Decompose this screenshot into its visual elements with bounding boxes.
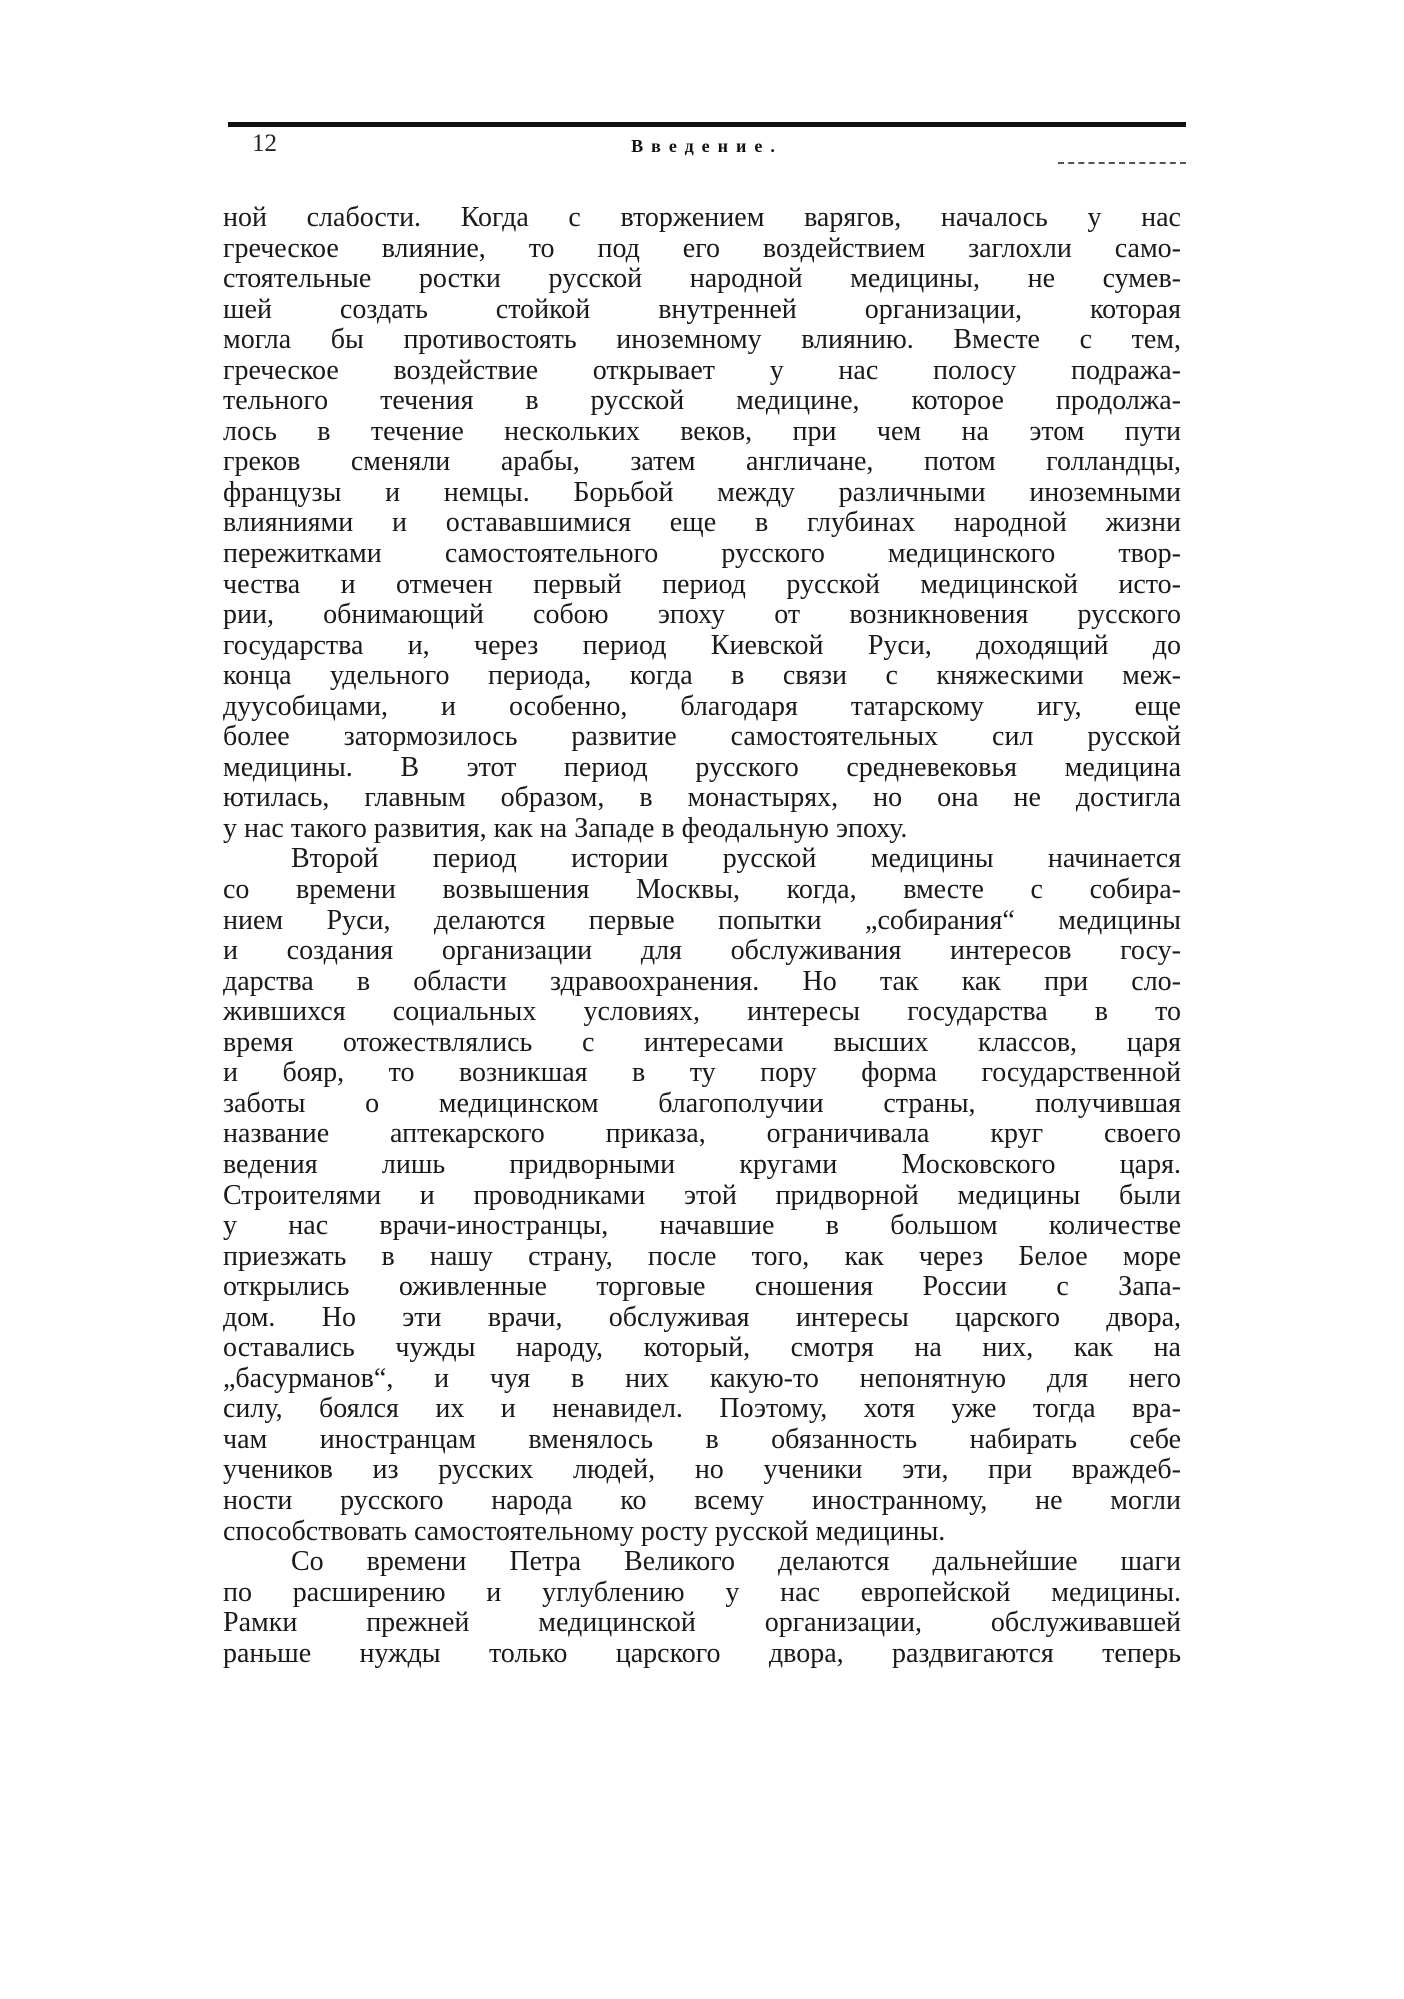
text-line: способствовать самостоятельному росту русской медицины. [223, 1515, 946, 1547]
text-line: название аптекарского приказа, ограничивала круг своего [223, 1118, 1181, 1150]
text-line: ной слабости. Когда с вторжением варягов, началось у нас [223, 202, 1181, 233]
text-line: по расширению и углублению у нас европейской медицины. [223, 1576, 1181, 1608]
text-line: могла бы противостоять иноземному влиянию. Вместе с тем, [223, 324, 1181, 356]
text-line: стоятельные ростки русской народной медицины, не сумев- [223, 263, 1181, 295]
running-title: Введение. [631, 136, 783, 156]
text-line: открылись оживленные торговые сношения России с Запа- [223, 1271, 1181, 1303]
text-line: Рамки прежней медицинской организации, обслуживавшей [223, 1607, 1181, 1639]
page-header [228, 128, 1186, 164]
header-rule [228, 122, 1186, 127]
text-line: более затормозилось развитие самостоятельных сил русской [223, 721, 1181, 753]
text-line: чества и отмечен первый период русской медицинской исто- [223, 568, 1181, 600]
text-line: дарства в области здравоохранения. Но так как при сло- [223, 965, 1181, 997]
text-line: греков сменяли арабы, затем англичане, потом голландцы, [223, 446, 1181, 478]
text-line: медицины. В этот период русского средневековья медицина [223, 751, 1181, 783]
text-line: греческое влияние, то под его воздействием заглохли само- [223, 232, 1181, 264]
header-dash-rule [1058, 162, 1186, 164]
text-line: Со времени Петра Великого делаются дальнейшие шаги [291, 1546, 1181, 1578]
text-line: лось в течение нескольких веков, при чем на этом пути [223, 415, 1181, 447]
text-line: пережитками самостоятельного русского медицинского твор- [223, 538, 1181, 570]
page-number: 12 [252, 130, 277, 157]
text-line: Строителями и проводниками этой придворной медицины были [223, 1179, 1181, 1211]
text-line: и создания организации для обслуживания интересов госу- [223, 935, 1181, 967]
text-line: у нас такого развития, как на Западе в феодальную эпоху. [223, 812, 908, 844]
text-line: и бояр, то возникшая в ту пору форма государственной [223, 1057, 1181, 1089]
text-line: рии, обнимающий собою эпоху от возникновения русского [223, 599, 1181, 631]
text-line: влияниями и остававшимися еще в глубинах народной жизни [223, 507, 1181, 539]
text-line: чам иностранцам вменялось в обязанность набирать себе [223, 1423, 1181, 1455]
text-line: у нас врачи-иностранцы, начавшие в большом количестве [223, 1210, 1181, 1242]
text-line: приезжать в нашу страну, после того, как через Белое море [223, 1240, 1181, 1272]
text-line: французы и немцы. Борьбой между различными иноземными [223, 476, 1181, 508]
text-line: государства и, через период Киевской Руси, доходящий до [223, 629, 1181, 661]
text-line: время отожествлялись с интересами высших классов, царя [223, 1026, 1181, 1058]
text-line: заботы о медицинском благополучии страны, получившая [223, 1087, 1181, 1119]
text-line: нием Руси, делаются первые попытки „собирания“ медицины [223, 904, 1181, 936]
text-line: конца удельного периода, когда в связи с княжескими меж- [223, 660, 1181, 692]
text-line: ведения лишь придворными кругами Московского царя. [223, 1148, 1181, 1180]
text-line: шей создать стойкой внутренней организации, которая [223, 293, 1181, 325]
body-text [223, 203, 1181, 1669]
text-line: ности русского народа ко всему иностранному, не могли [223, 1484, 1181, 1516]
text-line: дом. Но эти врачи, обслуживая интересы царского двора, [223, 1301, 1181, 1333]
text-line: ютилась, главным образом, в монастырях, но она не достигла [223, 782, 1181, 814]
text-line: тельного течения в русской медицине, которое продолжа- [223, 385, 1181, 417]
text-line: дуусобицами, и особенно, благодаря татарскому игу, еще [223, 690, 1181, 722]
text-line: греческое воздействие открывает у нас полосу подража- [223, 354, 1181, 386]
text-line: Второй период истории русской медицины начинается [291, 843, 1181, 875]
text-line: учеников из русских людей, но ученики эти, при враждеб- [223, 1454, 1181, 1486]
text-line: раньше нужды только царского двора, раздвигаются теперь [223, 1637, 1181, 1669]
text-line: оставались чужды народу, который, смотря на них, как на [223, 1332, 1181, 1364]
text-line: силу, боялся их и ненавидел. Поэтому, хотя уже тогда вра- [223, 1393, 1181, 1425]
text-line: жившихся социальных условиях, интересы государства в то [223, 996, 1181, 1028]
text-line: со времени возвышения Москвы, когда, вместе с собира- [223, 874, 1181, 906]
text-line: „басурманов“, и чуя в них какую-то непонятную для него [223, 1362, 1181, 1394]
